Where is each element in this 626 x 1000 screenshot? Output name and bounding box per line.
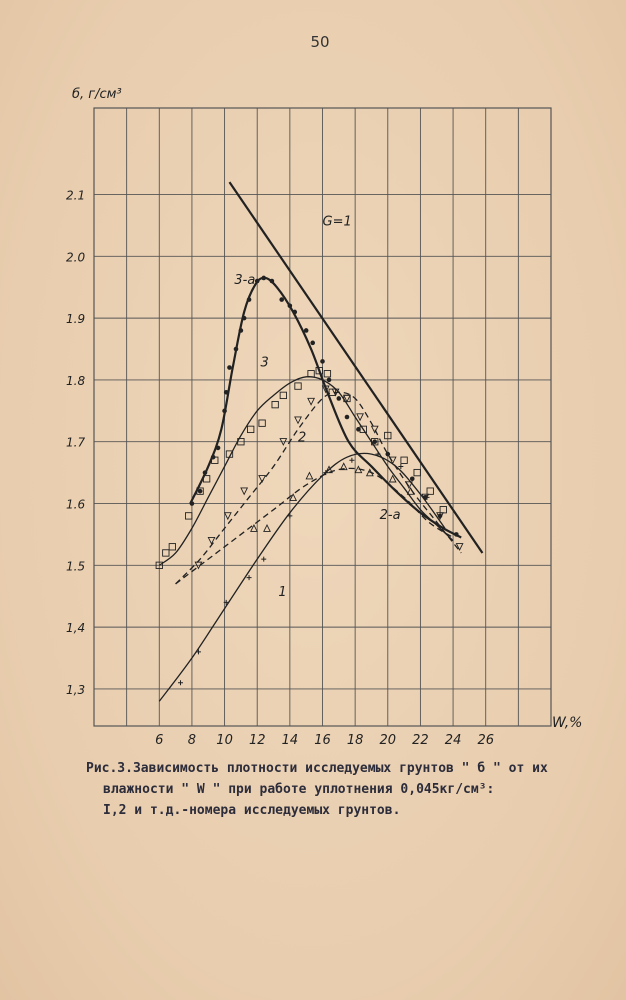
caption-line-1: Рис.3.Зависимость плотности исследуемых грунтов " б " от их [86,761,548,776]
data-point-2 [357,414,363,420]
data-point-3-a [242,316,247,321]
series-label-3-a: 3-a [234,273,256,289]
series-label-3: 3 [260,355,269,371]
x-tick-label: 10 [216,733,233,748]
data-point-1 [261,557,266,562]
y-tick-label: 1.8 [66,373,86,388]
figure-caption [86,758,606,821]
data-point-3-a [327,378,332,383]
data-point-3-a [372,439,377,444]
data-point-3-a [239,328,244,333]
data-point-3-a [320,359,325,364]
caption-line-2: влажности " W " при работе уплотнения 0,045кг/см³: [103,782,495,797]
data-point-2 [241,488,247,494]
data-point-2 [259,476,265,482]
data-point-1 [349,458,354,463]
data-point-3-a [255,279,260,284]
data-point-3 [414,469,420,475]
data-point-3 [185,513,191,519]
data-point-3-a [247,297,252,302]
data-point-3-a [385,452,390,457]
data-point-3-a [454,532,459,537]
x-tick-label: 6 [155,733,164,748]
data-point-2 [225,513,231,519]
x-tick-label: 26 [477,733,494,748]
data-point-3-a [198,489,203,494]
y-tick-label: 1,4 [66,621,86,636]
data-point-3 [427,488,433,494]
y-tick-label: 2.0 [66,250,86,265]
data-point-2 [372,426,378,432]
data-point-3-a [410,477,415,482]
x-tick-label: 22 [412,733,429,748]
data-point-3-a [270,279,275,284]
data-point-3-a [310,341,315,346]
x-axis-label: W,% [552,715,583,731]
data-point-2 [208,537,214,543]
series-curve-2 [176,392,462,584]
data-point-1 [398,464,403,469]
data-point-3 [163,550,169,556]
data-point-3 [169,544,175,550]
x-tick-label: 14 [281,733,299,748]
data-point-3-a [304,328,309,333]
data-point-1 [247,575,252,580]
x-tick-label: 12 [248,733,266,748]
data-point-3 [280,392,286,398]
caption-line-3: I,2 и т.д.-номера исследуемых грунтов. [103,803,401,818]
data-point-3-a [279,297,284,302]
data-point-3-a [288,303,293,308]
data-point-2-a [264,525,270,531]
y-axis-label: б, г/см³ [72,87,122,102]
data-point-2-a [290,494,296,500]
data-point-3 [440,507,446,513]
data-point-3-a [261,276,266,281]
data-point-3-a [292,310,297,315]
x-tick-label: 18 [346,733,364,748]
data-point-3-a [224,390,229,395]
y-tick-label: 1.6 [66,497,86,512]
data-point-3-a [216,446,221,451]
series-curve-2-a [176,468,453,583]
data-point-3-a [227,365,232,370]
x-tick-label: 24 [444,733,462,748]
y-tick-label: 1.5 [66,559,86,574]
data-point-2 [295,417,301,423]
x-tick-label: 20 [379,733,397,748]
data-point-1 [178,680,183,685]
data-point-3 [247,426,253,432]
y-tick-label: 1,3 [66,682,86,697]
data-point-3-a [337,396,342,401]
data-point-3 [295,383,301,389]
series-label-2-a: 2-a [379,507,401,523]
y-tick-label: 1.9 [66,312,86,327]
x-tick-label: 16 [314,733,331,748]
data-point-3 [324,371,330,377]
data-point-3-a [234,347,239,352]
data-point-3 [272,401,278,407]
y-tick-label: 1.7 [66,435,86,450]
data-point-2-a [306,473,312,479]
y-tick-label: 2.1 [66,188,86,203]
data-point-3 [259,420,265,426]
data-point-2 [308,398,314,404]
series-label-1: 1 [278,585,287,601]
page-number: 50 [310,33,330,51]
series-label-g-1: G=1 [322,214,352,230]
data-point-2 [406,482,412,488]
data-point-3-a [190,501,195,506]
data-point-3 [308,371,314,377]
series-label-2: 2 [298,430,307,446]
data-point-3-a [203,470,208,475]
data-point-3-a [222,409,227,414]
data-point-3-a [345,415,350,420]
x-tick-label: 8 [187,733,197,748]
data-point-3 [401,457,407,463]
